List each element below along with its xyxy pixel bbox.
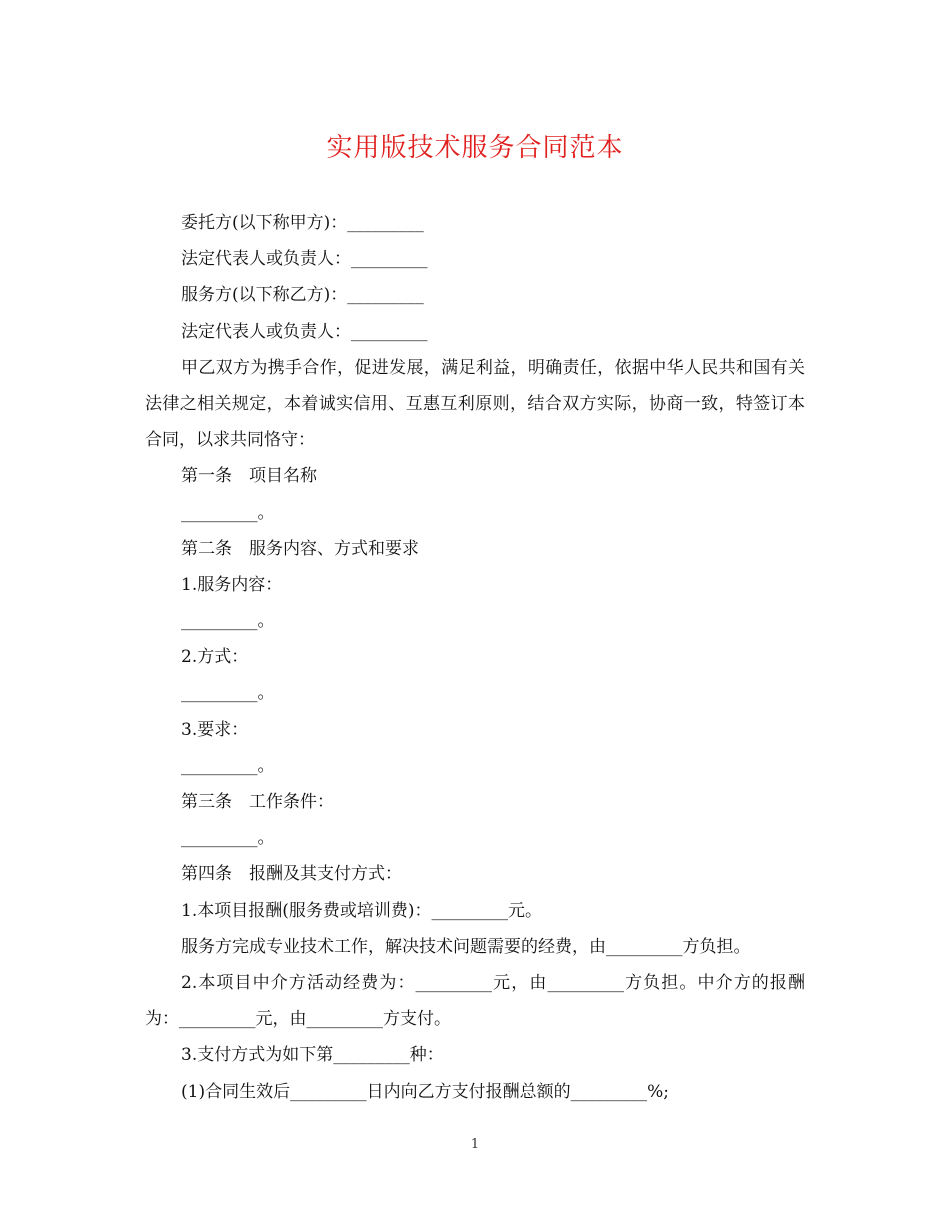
service-method-blank: _________。 (181, 683, 275, 704)
service-party-line: 服务方(以下称乙方)：_________ (181, 285, 424, 306)
payment-method-line: 3.支付方式为如下第_________种： (181, 1045, 444, 1066)
article-4-heading: 第四条 报酬及其支付方式： (181, 864, 402, 885)
article-3-heading: 第三条 工作条件： (181, 792, 334, 813)
article-2-heading: 第二条 服务内容、方式和要求 (181, 538, 419, 559)
client-representative-line: 法定代表人或负责人：_________ (181, 249, 428, 270)
preamble-paragraph: 甲乙双方为携手合作，促进发展，满足利益，明确责任，依据中华人民共和国有关法律之相关规定，本着诚实信用、互惠互利原则，结合双方实际，协商一致，特签订本合同，以求共同恪守： (145, 357, 805, 451)
intermediary-paragraph: 2.本项目中介方活动经费为：_________元，由_________方负担。中介方的报酬为：_________元，由_________方支付。 (145, 972, 805, 1030)
service-requirement-label: 3.要求： (181, 719, 249, 740)
service-method-label: 2.方式： (181, 647, 249, 668)
document-title: 实用版技术服务合同范本 (326, 133, 624, 163)
page-number: 1 (470, 1137, 480, 1152)
service-content-blank: _________。 (181, 611, 275, 632)
remuneration-line: 1.本项目报酬(服务费或培训费)：_________元。 (181, 900, 542, 921)
service-representative-line: 法定代表人或负责人：_________ (181, 321, 428, 342)
document-body (145, 205, 805, 1110)
article-1-blank: _________。 (181, 502, 275, 523)
client-party-line: 委托方(以下称甲方)：_________ (181, 213, 424, 233)
article-3-blank: _________。 (181, 828, 275, 849)
article-1-heading: 第一条 项目名称 (181, 466, 317, 487)
expense-line: 服务方完成专业技术工作，解决技术问题需要的经费，由_________方负担。 (181, 936, 751, 957)
service-requirement-blank: _________。 (181, 755, 275, 776)
service-content-label: 1.服务内容： (181, 574, 283, 595)
payment-option-1-line: (1)合同生效后_________日内向乙方支付报酬总额的_________%; (181, 1081, 669, 1102)
